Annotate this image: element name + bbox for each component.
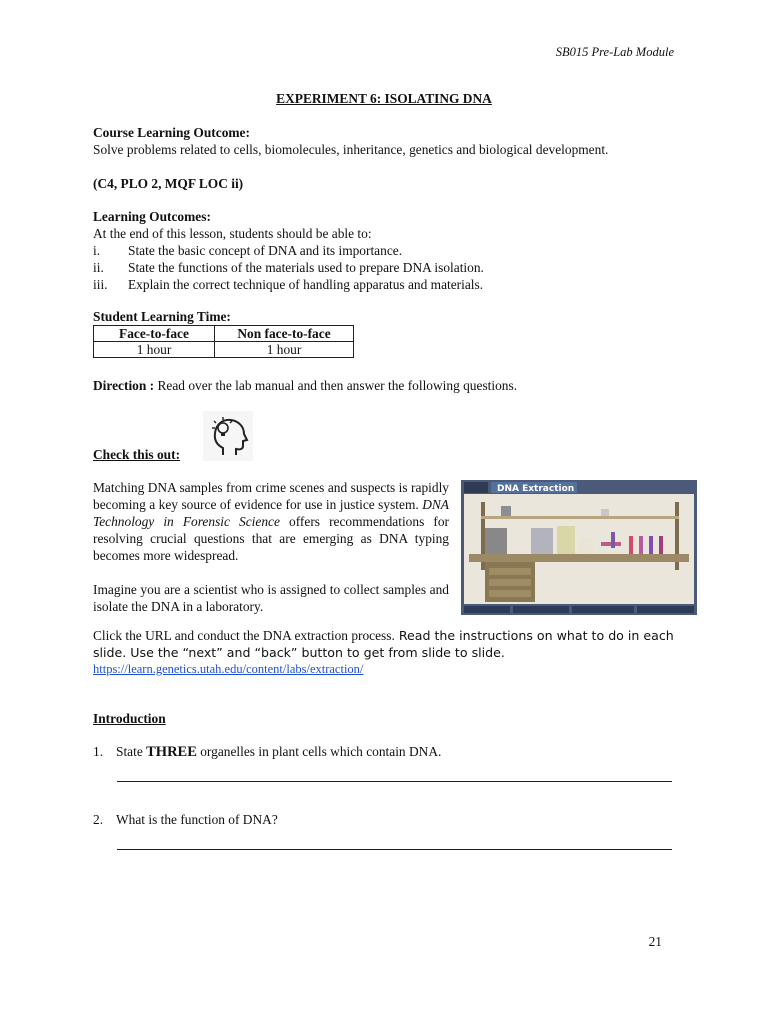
question-text: organelles in plant cells which contain DNA. bbox=[196, 744, 442, 759]
slt-header-nf2f: Non face-to-face bbox=[215, 326, 354, 342]
lo-item-num: i. bbox=[93, 243, 101, 258]
introduction-heading: Introduction bbox=[93, 711, 166, 726]
question-number: 2. bbox=[93, 812, 104, 827]
lo-item-num: ii. bbox=[93, 260, 104, 275]
direction-label: Direction : bbox=[93, 378, 155, 393]
book-title: DNA Technology in Forensic Science bbox=[93, 497, 449, 529]
head-lightbulb-icon bbox=[203, 411, 253, 461]
clo-heading: Course Learning Outcome: bbox=[93, 125, 250, 140]
slt-heading: Student Learning Time: bbox=[93, 309, 231, 324]
thumb-bench bbox=[469, 554, 689, 562]
paragraph-text: Matching DNA samples from crime scenes and suspects is rapidly becoming a key source of evidence for use in justice system. bbox=[93, 480, 449, 512]
paragraph-text: offers recommendations for resolving crucial questions that are emerging as DNA typing becomes more widespread. bbox=[93, 514, 449, 563]
table-row bbox=[94, 326, 354, 342]
slt-value-nf2f: 1 hour bbox=[215, 342, 354, 358]
lo-item-text: State the functions of the materials used to prepare DNA isolation. bbox=[128, 260, 484, 275]
lo-heading: Learning Outcomes: bbox=[93, 209, 211, 224]
instructions-text: Click the URL and conduct the DNA extraction process. bbox=[93, 628, 395, 643]
lo-item bbox=[93, 242, 675, 259]
dna-extraction-thumbnail[interactable] bbox=[461, 480, 697, 615]
lo-intro: At the end of this lesson, students should be able to: bbox=[93, 226, 372, 241]
lo-list bbox=[93, 242, 675, 293]
lo-item-text: State the basic concept of DNA and its importance. bbox=[128, 243, 403, 258]
extraction-url-link[interactable]: https://learn.genetics.utah.edu/content/labs/extraction/ bbox=[93, 662, 364, 676]
page-number: 21 bbox=[648, 934, 662, 949]
thumb-shelf bbox=[481, 516, 679, 519]
question-number: 1. bbox=[93, 744, 104, 759]
answer-line[interactable] bbox=[117, 780, 672, 782]
module-header: SB015 Pre-Lab Module bbox=[555, 45, 674, 59]
scenario-paragraph: Imagine you are a scientist who is assigned to collect samples and isolate the DNA in a laboratory. bbox=[93, 582, 449, 614]
slt-header-f2f: Face-to-face bbox=[94, 326, 215, 342]
thumb-banner: DNA Extraction bbox=[497, 484, 575, 494]
question-2 bbox=[93, 811, 675, 828]
slt-value-f2f: 1 hour bbox=[94, 342, 215, 358]
question-text: State bbox=[116, 744, 147, 759]
instructions-text: Read the instructions on what to do in each slide. Use the “next” and “back” button to get from slide to slide. bbox=[93, 628, 674, 660]
direction-text: Read over the lab manual and then answer the following questions. bbox=[154, 378, 518, 393]
lo-item bbox=[93, 276, 675, 293]
forensic-paragraph bbox=[93, 479, 449, 564]
answer-line[interactable] bbox=[117, 848, 672, 850]
check-heading: Check this out: bbox=[93, 447, 181, 462]
question-emphasis: THREE bbox=[146, 744, 197, 760]
experiment-title: EXPERIMENT 6: ISOLATING DNA bbox=[276, 91, 492, 106]
direction bbox=[93, 377, 675, 394]
lo-item-num: iii. bbox=[93, 277, 108, 292]
question-1 bbox=[93, 743, 675, 761]
question-text: What is the function of DNA? bbox=[116, 812, 278, 827]
slt-table bbox=[93, 325, 354, 358]
instructions bbox=[93, 627, 675, 661]
clo-text: Solve problems related to cells, biomolecules, inheritance, genetics and biological development. bbox=[93, 142, 609, 157]
table-row bbox=[94, 342, 354, 358]
clo-codes: (C4, PLO 2, MQF LOC ii) bbox=[93, 176, 244, 191]
lo-item-text: Explain the correct technique of handling apparatus and materials. bbox=[128, 277, 484, 292]
lo-item bbox=[93, 259, 675, 276]
